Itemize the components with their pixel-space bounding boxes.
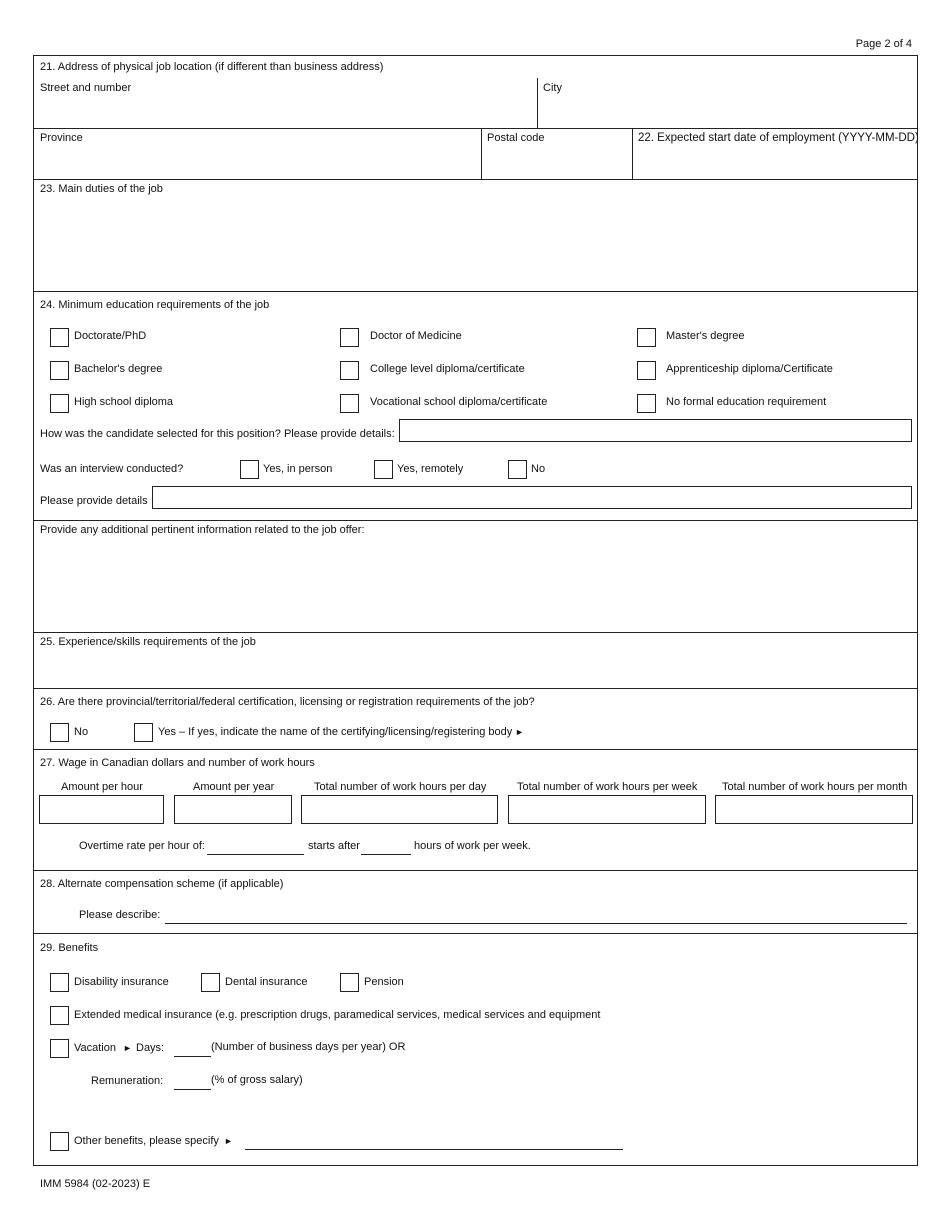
disability-insurance-label: Disability insurance [74,976,169,988]
checkbox-college[interactable] [340,361,359,380]
section-24-title: 24. Minimum education requirements of the job [40,299,270,311]
extended-medical-label: Extended medical insurance (e.g. prescription drugs, paramedical services, medical services and equipment [74,1009,601,1021]
arrow-right-icon: ► [123,1043,132,1053]
checkbox-interview-in-person[interactable] [240,460,259,479]
other-benefits-label: Other benefits, please specify [74,1135,219,1147]
overtime-label: Overtime rate per hour of: [79,840,205,852]
apprenticeship-label: Apprenticeship diploma/Certificate [666,363,833,375]
province-row [34,129,917,180]
section-21-address [34,56,917,129]
interview-in-person-label: Yes, in person [263,463,333,475]
interview-no-label: No [531,463,546,475]
section-27-wage [34,750,917,871]
masters-label: Master's degree [666,330,745,342]
bachelors-label: Bachelor's degree [74,363,163,375]
selection-question: How was the candidate selected for this position? Please provide details: [40,428,395,440]
amount-per-year-input[interactable] [174,795,292,824]
checkbox-apprenticeship[interactable] [637,361,656,380]
checkbox-other-benefits[interactable] [50,1132,69,1151]
form-body [33,55,918,1166]
checkbox-extended-medical[interactable] [50,1006,69,1025]
describe-input[interactable] [165,923,907,924]
section-28-compensation [34,871,917,934]
hours-week-label: hours of work per week. [414,840,531,852]
checkbox-doctorate[interactable] [50,328,69,347]
section-25-title: 25. Experience/skills requirements of the job [40,636,256,648]
checkbox-vacation[interactable] [50,1039,69,1058]
hours-per-week-label: Total number of work hours per week [517,781,698,793]
interview-remotely-label: Yes, remotely [397,463,464,475]
section-29-title: 29. Benefits [40,942,99,954]
postal-code-label: Postal code [487,132,545,144]
start-date-label: 22. Expected start date of employment (YYYY-MM-DD) [638,132,919,144]
form-code: IMM 5984 (02-2023) E [40,1178,151,1190]
remuneration-input[interactable] [174,1089,211,1090]
remuneration-note: (% of gross salary) [211,1074,303,1086]
divider [632,129,633,179]
hours-per-month-label: Total number of work hours per month [722,781,908,793]
hours-per-week-input[interactable] [508,795,706,824]
doctorate-label: Doctorate/PhD [74,330,147,342]
section-23-duties [34,180,917,292]
checkbox-certification-yes[interactable] [134,723,153,742]
no-formal-education-label: No formal education requirement [666,396,827,408]
days-note: (Number of business days per year) OR [211,1041,406,1053]
hours-per-day-input[interactable] [301,795,498,824]
overtime-rate-input[interactable] [207,854,304,855]
section-26-certification [34,689,917,750]
checkbox-interview-no[interactable] [508,460,527,479]
arrow-right-icon: ► [515,727,524,737]
vocational-label: Vocational school diploma/certificate [370,396,548,408]
interview-question: Was an interview conducted? [40,463,184,475]
high-school-label: High school diploma [74,396,174,408]
amount-per-hour-input[interactable] [39,795,164,824]
days-label: Days: [136,1042,165,1054]
hours-per-day-label: Total number of work hours per day [314,781,487,793]
starts-after-label: starts after [308,840,360,852]
section-27-title: 27. Wage in Canadian dollars and number of work hours [40,757,315,769]
vacation-days-input[interactable] [174,1056,211,1057]
section-26-title: 26. Are there provincial/territorial/federal certification, licensing or registration requirements of the job? [40,696,535,708]
certification-yes-label: Yes – If yes, indicate the name of the certifying/licensing/registering body [158,726,513,738]
section-21-title: 21. Address of physical job location (if different than business address) [40,61,384,73]
arrow-right-icon: ► [224,1136,233,1146]
details-label: Please provide details [40,495,148,507]
page-number: Page 2 of 4 [855,38,912,50]
checkbox-pension[interactable] [340,973,359,992]
section-23-title: 23. Main duties of the job [40,183,163,195]
pension-label: Pension [364,976,404,988]
other-benefits-input[interactable] [245,1149,623,1150]
street-label: Street and number [40,82,132,94]
selection-details-input[interactable] [399,419,912,442]
city-label: City [543,82,562,94]
additional-info-section [34,521,917,633]
amount-per-hour-label: Amount per hour [61,781,143,793]
section-29-benefits [34,934,917,1165]
college-label: College level diploma/certificate [370,363,525,375]
interview-details-input[interactable] [152,486,912,509]
checkbox-dental-insurance[interactable] [201,973,220,992]
checkbox-masters[interactable] [637,328,656,347]
vacation-label: Vacation [74,1042,116,1054]
checkbox-high-school[interactable] [50,394,69,413]
additional-info-label: Provide any additional pertinent information related to the job offer: [40,524,365,536]
checkbox-bachelors[interactable] [50,361,69,380]
hours-per-month-input[interactable] [715,795,913,824]
section-28-title: 28. Alternate compensation scheme (if applicable) [40,878,284,890]
certification-no-label: No [74,726,89,738]
divider [537,78,538,128]
amount-per-year-label: Amount per year [193,781,275,793]
checkbox-doctor-of-medicine[interactable] [340,328,359,347]
checkbox-disability-insurance[interactable] [50,973,69,992]
checkbox-certification-no[interactable] [50,723,69,742]
overtime-hours-input[interactable] [361,854,411,855]
remuneration-label: Remuneration: [91,1075,164,1087]
divider [481,129,482,179]
checkbox-no-formal-education[interactable] [637,394,656,413]
dental-insurance-label: Dental insurance [225,976,308,988]
checkbox-vocational[interactable] [340,394,359,413]
section-24-education [34,292,917,521]
doctor-of-medicine-label: Doctor of Medicine [370,330,462,342]
province-label: Province [40,132,83,144]
describe-label: Please describe: [79,909,161,921]
section-25-experience [34,633,917,689]
checkbox-interview-remotely[interactable] [374,460,393,479]
